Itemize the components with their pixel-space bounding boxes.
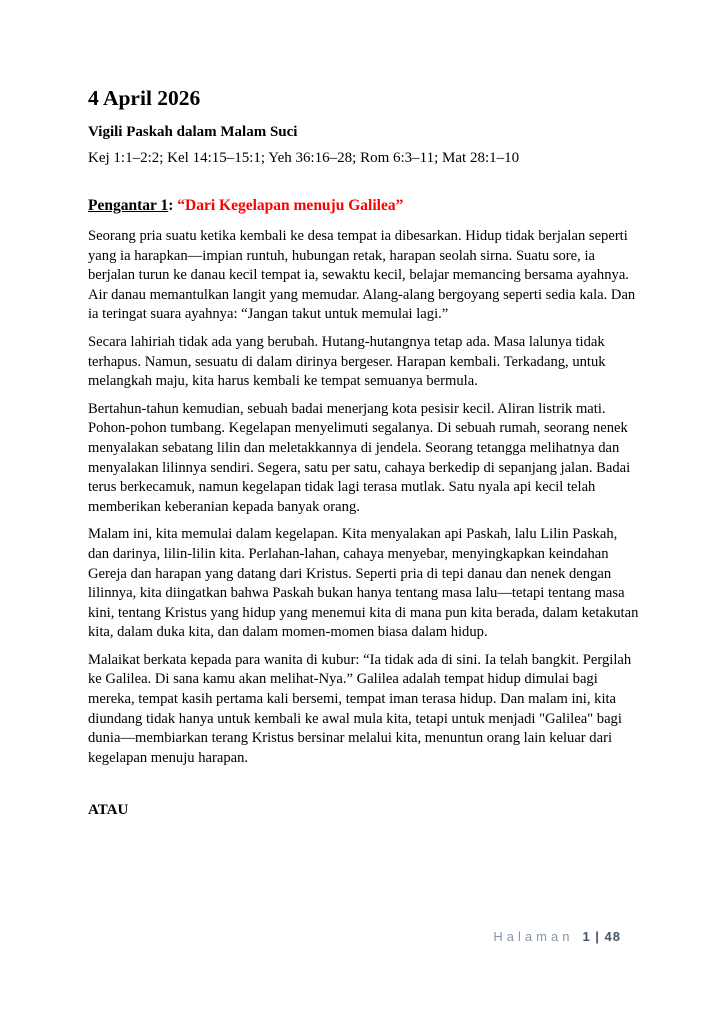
section-title: “Dari Kegelapan menuju Galilea”: [177, 197, 404, 214]
date-heading: 4 April 2026: [88, 86, 201, 110]
alternative-label: ATAU: [88, 802, 129, 819]
paragraph-4: Malam ini, kita memulai dalam kegelapan. Kita menyalakan api Paskah, lalu Lilin Paskah, dan darinya, lilin-lilin kita. Perlahan-lahan, cahaya menyebar, menyingkapkan keindahan Gereja dan harapan yang datang dari Kristus. Seperti pria di tepi danau dan nenek dengan lilinnya, kita diingatkan bahwa Paskah bukan hanya tentang masa lalu—tetapi tentang masa kini, tentang Kristus yang hidup yang menemui kita di mana pun kita berada, dalam ketakutan kita, dalam duka kita, dan dalam momen-momen biasa dalam hidup.: [88, 526, 639, 641]
page-footer: [493, 929, 621, 944]
document-content: [88, 86, 639, 820]
scripture-readings: Kej 1:1–2:2; Kel 14:15–15:1; Yeh 36:16–28; Rom 6:3–11; Mat 28:1–10: [88, 150, 520, 166]
section-heading: [88, 196, 639, 216]
paragraph-2: Secara lahiriah tidak ada yang berubah. Hutang-hutangnya tetap ada. Masa lalunya tidak terhapus. Namun, sesuatu di dalam dirinya bergeser. Harapan kembali. Terkadang, untuk melangkah maju, kita harus kembali ke tempat semuanya bermula.: [88, 333, 606, 390]
footer-page-word: Halaman: [493, 929, 574, 944]
paragraph-5: Malaikat berkata kepada para wanita di kubur: “Ia tidak ada di sini. Ia telah bangkit. Pergilah ke Galilea. Di sana kamu akan melihat-Nya.” Galilea adalah tempat hidup dimulai bagi mereka, tempat kasih pertama kali bersemi, tempat iman terasa hidup. Dan malam ini, kita diundang tidak hanya untuk kembali ke awal mula kita, tetapi untuk menjadi "Galilea" bagi dunia—membiarkan terang Kristus bersinar melalui kita, menuntun orang lain keluar dari kegelapan menuju harapan.: [88, 651, 632, 766]
footer-page-number: 1 | 48: [582, 929, 621, 944]
paragraph-3: Bertahun-tahun kemudian, sebuah badai menerjang kota pesisir kecil. Aliran listrik mati. Pohon-pohon tumbang. Kegelapan menyelimuti segalanya. Di sebuah rumah, seorang nenek menyalakan sebatang lilin dan meletakkannya di jendela. Seorang tetangga melihatnya dan menyalakan lilinnya sendiri. Segera, satu per satu, cahaya berkedip di sepanjang jalan. Badai terus berkecamuk, namun kegelapan tidak lagi terasa mutlak. Satu nyala api kecil telah memberikan keberanian kepada banyak orang.: [88, 400, 631, 515]
liturgy-subtitle: Vigili Paskah dalam Malam Suci: [88, 124, 298, 140]
paragraph-1: Seorang pria suatu ketika kembali ke desa tempat ia dibesarkan. Hidup tidak berjalan seperti yang ia harapkan—impian runtuh, hubungan retak, harapan seolah sirna. Suatu sore, ia berjalan turun ke danau kecil tempat ia, sewaktu kecil, belajar memancing bersama ayahnya. Air danau memantulkan langit yang memudar. Alang-alang bergoyang seperti sedia kala. Dan ia teringat suara ayahnya: “Jangan takut untuk memulai lagi.”: [88, 228, 636, 323]
section-label: Pengantar 1: [88, 197, 169, 214]
section-colon: :: [168, 197, 178, 214]
